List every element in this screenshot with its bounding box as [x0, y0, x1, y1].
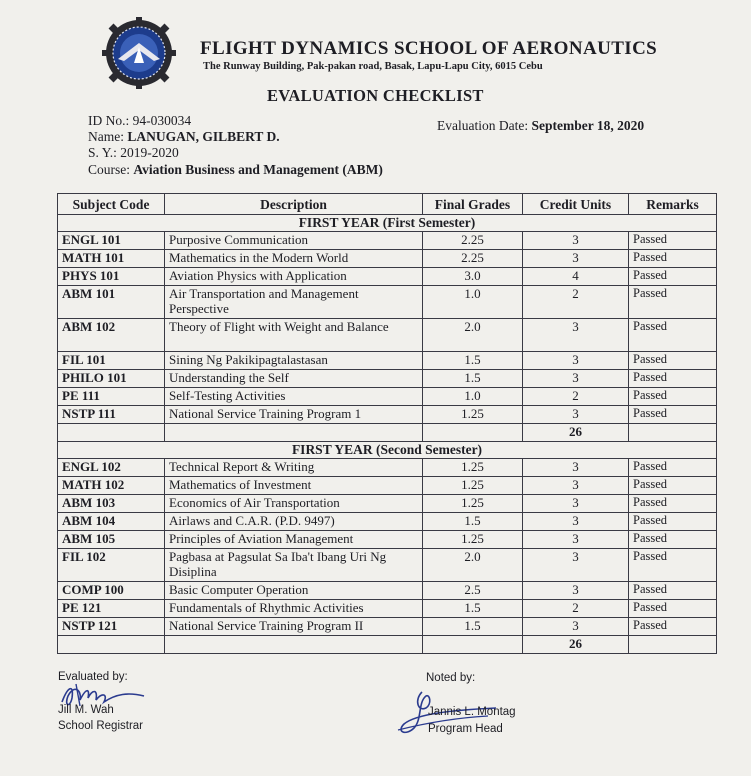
subject-description: Understanding the Self — [165, 370, 423, 388]
header-description: Description — [165, 194, 423, 215]
table-row — [58, 250, 717, 268]
subject-description: Principles of Aviation Management — [165, 531, 423, 549]
course-name: Aviation Business and Management (ABM) — [133, 162, 383, 177]
final-grade: 2.25 — [423, 250, 523, 268]
evaluation-date-line: Evaluation Date: September 18, 2020 — [437, 118, 645, 133]
header-remarks: Remarks — [629, 194, 717, 215]
name-line: Name: LANUGAN, GILBERT D. — [88, 129, 280, 144]
table-row — [58, 388, 717, 406]
subject-code: FIL 102 — [58, 549, 165, 582]
empty-cell — [58, 636, 165, 654]
semester-title: FIRST YEAR (First Semester) — [58, 215, 717, 232]
remarks: Passed — [629, 513, 717, 531]
evaluated-by-label: Evaluated by: — [58, 671, 128, 683]
header-final-grades: Final Grades — [423, 194, 523, 215]
course-line: Course: Aviation Business and Management (ABM) — [88, 162, 383, 177]
subject-description: Sining Ng Pakikipagtalastasan — [165, 352, 423, 370]
remarks: Passed — [629, 549, 717, 582]
table-header-row — [58, 194, 717, 215]
credit-units: 3 — [523, 582, 629, 600]
credit-units: 3 — [523, 319, 629, 352]
subject-code: MATH 101 — [58, 250, 165, 268]
header-subject-code: Subject Code — [58, 194, 165, 215]
subject-code: ABM 101 — [58, 286, 165, 319]
credit-units: 3 — [523, 477, 629, 495]
credit-units: 3 — [523, 495, 629, 513]
subject-description: Airlaws and C.A.R. (P.D. 9497) — [165, 513, 423, 531]
final-grade: 1.5 — [423, 618, 523, 636]
credit-units: 3 — [523, 406, 629, 424]
credit-units: 3 — [523, 370, 629, 388]
empty-cell — [165, 424, 423, 442]
subject-code: NSTP 111 — [58, 406, 165, 424]
empty-cell — [58, 424, 165, 442]
remarks: Passed — [629, 600, 717, 618]
table-row — [58, 459, 717, 477]
subject-code: PHILO 101 — [58, 370, 165, 388]
subject-description: Theory of Flight with Weight and Balance — [165, 319, 423, 352]
table-row — [58, 513, 717, 531]
remarks: Passed — [629, 477, 717, 495]
remarks: Passed — [629, 250, 717, 268]
final-grade: 2.0 — [423, 549, 523, 582]
table-row — [58, 618, 717, 636]
semester-total-row — [58, 424, 717, 442]
subject-description: National Service Training Program 1 — [165, 406, 423, 424]
remarks: Passed — [629, 495, 717, 513]
school-logo — [96, 17, 182, 89]
subject-code: MATH 102 — [58, 477, 165, 495]
semester-title: FIRST YEAR (Second Semester) — [58, 442, 717, 459]
table-row — [58, 406, 717, 424]
remarks: Passed — [629, 459, 717, 477]
table-row — [58, 531, 717, 549]
table-row — [58, 352, 717, 370]
final-grade: 1.0 — [423, 388, 523, 406]
table-row — [58, 268, 717, 286]
remarks: Passed — [629, 370, 717, 388]
final-grade: 1.25 — [423, 477, 523, 495]
subject-description: Basic Computer Operation — [165, 582, 423, 600]
subject-code: FIL 101 — [58, 352, 165, 370]
empty-cell — [165, 636, 423, 654]
grades-body — [58, 215, 717, 654]
subject-description: Self-Testing Activities — [165, 388, 423, 406]
semester-heading-row — [58, 215, 717, 232]
table-row — [58, 370, 717, 388]
student-id: 94-030034 — [132, 113, 192, 128]
final-grade: 1.25 — [423, 406, 523, 424]
subject-description: Mathematics in the Modern World — [165, 250, 423, 268]
credit-units: 3 — [523, 513, 629, 531]
subject-code: ABM 104 — [58, 513, 165, 531]
credit-units: 2 — [523, 286, 629, 319]
final-grade: 1.5 — [423, 600, 523, 618]
student-name: LANUGAN, GILBERT D. — [127, 129, 280, 144]
final-grade: 2.0 — [423, 319, 523, 352]
school-year: 2019-2020 — [120, 145, 179, 160]
noter-title: Program Head — [428, 723, 503, 735]
grades-table — [57, 193, 717, 654]
semester-total-row — [58, 636, 717, 654]
remarks: Passed — [629, 286, 717, 319]
remarks: Passed — [629, 352, 717, 370]
semester-heading-row — [58, 442, 717, 459]
subject-code: PE 111 — [58, 388, 165, 406]
subject-code: ABM 103 — [58, 495, 165, 513]
evaluator-name: Jill M. Wah — [58, 704, 114, 716]
subject-code: COMP 100 — [58, 582, 165, 600]
subject-description: Pagbasa at Pagsulat Sa Iba't Ibang Uri Ng Disiplina — [165, 549, 423, 582]
school-address: The Runway Building, Pak-pakan road, Basak, Lapu-Lapu City, 6015 Cebu — [203, 61, 543, 72]
table-row — [58, 495, 717, 513]
table-row — [58, 477, 717, 495]
remarks: Passed — [629, 531, 717, 549]
table-row — [58, 286, 717, 319]
credit-units: 2 — [523, 388, 629, 406]
credit-units: 3 — [523, 459, 629, 477]
credit-units: 4 — [523, 268, 629, 286]
remarks: Passed — [629, 319, 717, 352]
credit-units: 3 — [523, 232, 629, 250]
final-grade: 2.5 — [423, 582, 523, 600]
credit-units: 3 — [523, 250, 629, 268]
final-grade: 1.25 — [423, 531, 523, 549]
empty-cell — [423, 636, 523, 654]
remarks: Passed — [629, 618, 717, 636]
subject-description: Technical Report & Writing — [165, 459, 423, 477]
subject-code: ENGL 102 — [58, 459, 165, 477]
subject-code: NSTP 121 — [58, 618, 165, 636]
subject-description: Air Transportation and Management Perspective — [165, 286, 423, 319]
subject-description: Purposive Communication — [165, 232, 423, 250]
subject-code: ENGL 101 — [58, 232, 165, 250]
final-grade: 1.5 — [423, 352, 523, 370]
subject-code: PHYS 101 — [58, 268, 165, 286]
noted-by-label: Noted by: — [426, 672, 476, 684]
empty-cell — [629, 636, 717, 654]
subject-description: Economics of Air Transportation — [165, 495, 423, 513]
remarks: Passed — [629, 388, 717, 406]
final-grade: 1.25 — [423, 459, 523, 477]
final-grade: 1.25 — [423, 495, 523, 513]
remarks: Passed — [629, 232, 717, 250]
subject-description: Mathematics of Investment — [165, 477, 423, 495]
empty-cell — [629, 424, 717, 442]
noter-name: Jannis L. Montag — [428, 706, 516, 718]
id-line: ID No.: 94-030034 — [88, 113, 192, 128]
remarks: Passed — [629, 406, 717, 424]
credit-units: 3 — [523, 531, 629, 549]
subject-code: ABM 102 — [58, 319, 165, 352]
remarks: Passed — [629, 268, 717, 286]
school-year-line: S. Y.: 2019-2020 — [88, 145, 179, 160]
total-units: 26 — [523, 424, 629, 442]
evaluation-date: September 18, 2020 — [531, 118, 645, 133]
final-grade: 3.0 — [423, 268, 523, 286]
table-row — [58, 319, 717, 352]
document-title: EVALUATION CHECKLIST — [267, 86, 484, 105]
subject-description: Fundamentals of Rhythmic Activities — [165, 600, 423, 618]
credit-units: 3 — [523, 352, 629, 370]
table-row — [58, 600, 717, 618]
final-grade: 1.0 — [423, 286, 523, 319]
subject-description: National Service Training Program II — [165, 618, 423, 636]
remarks: Passed — [629, 582, 717, 600]
credit-units: 2 — [523, 600, 629, 618]
table-row — [58, 549, 717, 582]
table-row — [58, 582, 717, 600]
subject-description: Aviation Physics with Application — [165, 268, 423, 286]
credit-units: 3 — [523, 618, 629, 636]
empty-cell — [423, 424, 523, 442]
subject-code: ABM 105 — [58, 531, 165, 549]
header-credit-units: Credit Units — [523, 194, 629, 215]
subject-code: PE 121 — [58, 600, 165, 618]
credit-units: 3 — [523, 549, 629, 582]
table-row — [58, 232, 717, 250]
evaluator-title: School Registrar — [58, 720, 144, 732]
final-grade: 1.5 — [423, 513, 523, 531]
school-name: FLIGHT DYNAMICS SCHOOL OF AERONAUTICS — [200, 38, 658, 59]
final-grade: 1.5 — [423, 370, 523, 388]
final-grade: 2.25 — [423, 232, 523, 250]
total-units: 26 — [523, 636, 629, 654]
